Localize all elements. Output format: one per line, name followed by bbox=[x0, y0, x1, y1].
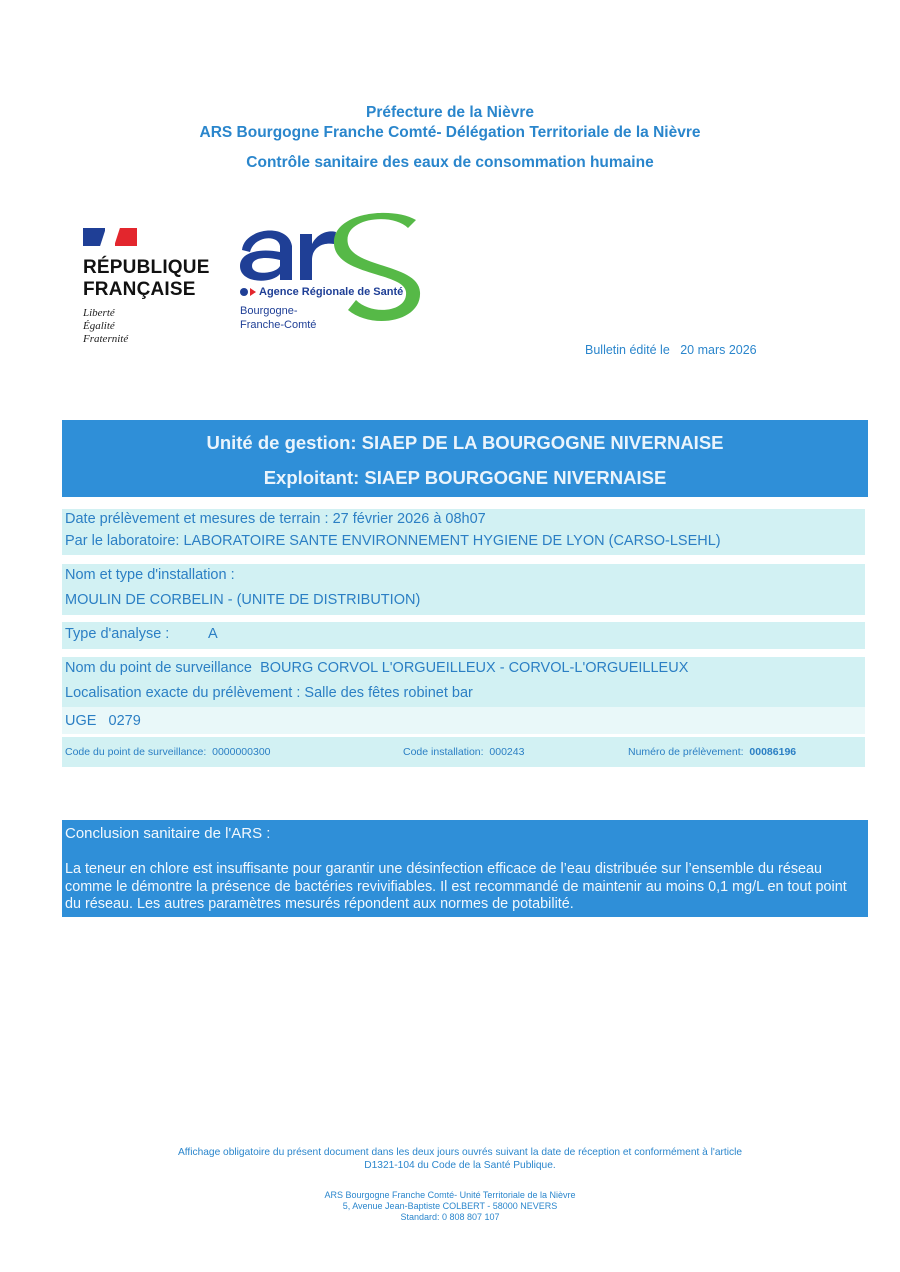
sample-location-value: Salle des fêtes robinet bar bbox=[304, 685, 473, 701]
sample-number bbox=[628, 746, 796, 758]
footer-address-line1: ARS Bourgogne Franche Comté- Unité Territoriale de la Nièvre bbox=[324, 1190, 576, 1200]
sample-info-box bbox=[62, 509, 865, 555]
bulletin-date-value: 20 mars 2026 bbox=[680, 343, 757, 357]
installation-box bbox=[62, 564, 865, 615]
analysis-type-box bbox=[62, 622, 865, 649]
ars-logo bbox=[232, 212, 432, 342]
surveillance-point-label: Nom du point de surveillance bbox=[65, 660, 252, 676]
code-point-value: 0000000300 bbox=[212, 746, 271, 758]
sample-number-value: 00086196 bbox=[749, 746, 797, 758]
rf-motto-liberte: Liberté bbox=[83, 307, 115, 319]
ars-region-line2: Franche-Comté bbox=[240, 319, 317, 331]
rf-name bbox=[83, 257, 223, 301]
sample-number-label: Numéro de prélèvement: bbox=[628, 746, 744, 758]
footer-address-line3: Standard: 0 808 807 107 bbox=[400, 1212, 500, 1222]
bulletin-date bbox=[585, 343, 757, 357]
header-prefecture: Préfecture de la Nièvre bbox=[365, 104, 534, 121]
exploitant: Exploitant: SIAEP BOURGOGNE NIVERNAISE bbox=[263, 467, 667, 488]
sample-laboratory: Par le laboratoire: LABORATOIRE SANTE ENVIRONNEMENT HYGIENE DE LYON (CARSO-LSEHL) bbox=[65, 533, 721, 549]
ars-dot-icon bbox=[240, 288, 248, 296]
ars-region bbox=[240, 304, 316, 332]
code-installation-label: Code installation: bbox=[403, 746, 484, 758]
sample-location bbox=[65, 685, 473, 701]
rf-motto-fraternite: Fraternité bbox=[83, 333, 129, 345]
rf-motto-egalite: Égalité bbox=[83, 320, 115, 332]
ars-agency-label bbox=[240, 286, 403, 298]
surveillance-point-value: BOURG CORVOL L'ORGUEILLEUX - CORVOL-L'ORGUEILLEUX bbox=[260, 660, 689, 676]
uge-label: UGE bbox=[65, 713, 97, 729]
rf-motto bbox=[83, 307, 223, 346]
conclusion-text: La teneur en chlore est insuffisante pour garantir une désinfection efficace de l’eau distribuée sur l’ensemble du réseau comme le démontre la présence de bactéries revivifiables. Il est recommandé de maintenir au moins 0,1 mg/L en tout point du réseau. Les autres paramètres mesurés répondent aux normes de potabilité. bbox=[65, 861, 847, 912]
codes-box bbox=[62, 737, 865, 767]
footer-notice-line1: Affichage obligatoire du présent document dans les deux jours ouvrés suivant la date de réception et conformément à l'article bbox=[177, 1147, 743, 1158]
code-point bbox=[65, 746, 271, 758]
footer-address-line2: 5, Avenue Jean-Baptiste COLBERT - 58000 NEVERS bbox=[342, 1201, 558, 1211]
unite-gestion: Unité de gestion: SIAEP DE LA BOURGOGNE NIVERNAISE bbox=[206, 432, 724, 453]
code-installation-value: 000243 bbox=[489, 746, 525, 758]
installation-label: Nom et type d'installation : bbox=[65, 567, 235, 583]
conclusion-title: Conclusion sanitaire de l'ARS : bbox=[65, 825, 271, 842]
rf-name-line2: FRANÇAISE bbox=[83, 279, 196, 300]
ars-arrow-icon bbox=[250, 288, 256, 296]
unit-banner bbox=[62, 420, 868, 497]
header-ars-delegation: ARS Bourgogne Franche Comté- Délégation Territoriale de la Nièvre bbox=[199, 124, 701, 141]
installation-value: MOULIN DE CORBELIN - (UNITE DE DISTRIBUTION) bbox=[65, 592, 421, 608]
header-controle-sanitaire: Contrôle sanitaire des eaux de consommation humaine bbox=[246, 154, 654, 171]
sample-location-label: Localisation exacte du prélèvement : bbox=[65, 685, 301, 701]
rf-name-line1: RÉPUBLIQUE bbox=[83, 257, 210, 278]
code-installation bbox=[403, 746, 524, 758]
uge bbox=[65, 713, 141, 729]
republique-francaise-logo bbox=[83, 226, 223, 346]
ars-region-line1: Bourgogne- bbox=[240, 305, 298, 317]
footer-notice-line2: D1321-104 du Code de la Santé Publique. bbox=[364, 1160, 556, 1171]
surveillance-point bbox=[65, 660, 688, 676]
footer-address bbox=[250, 1190, 650, 1223]
surveillance-point-box bbox=[62, 657, 865, 734]
bulletin-label: Bulletin édité le bbox=[585, 343, 670, 357]
code-point-label: Code du point de surveillance: bbox=[65, 746, 207, 758]
marianne-flag-icon bbox=[83, 226, 137, 248]
analysis-type-value: A bbox=[208, 626, 218, 642]
analysis-type-label: Type d'analyse : bbox=[65, 626, 170, 642]
footer-notice bbox=[130, 1146, 790, 1172]
uge-value: 0279 bbox=[108, 713, 141, 729]
sample-date: Date prélèvement et mesures de terrain : 27 février 2026 à 08h07 bbox=[65, 511, 486, 527]
conclusion-box bbox=[62, 820, 868, 917]
ars-agency-text: Agence Régionale de Santé bbox=[259, 286, 404, 298]
